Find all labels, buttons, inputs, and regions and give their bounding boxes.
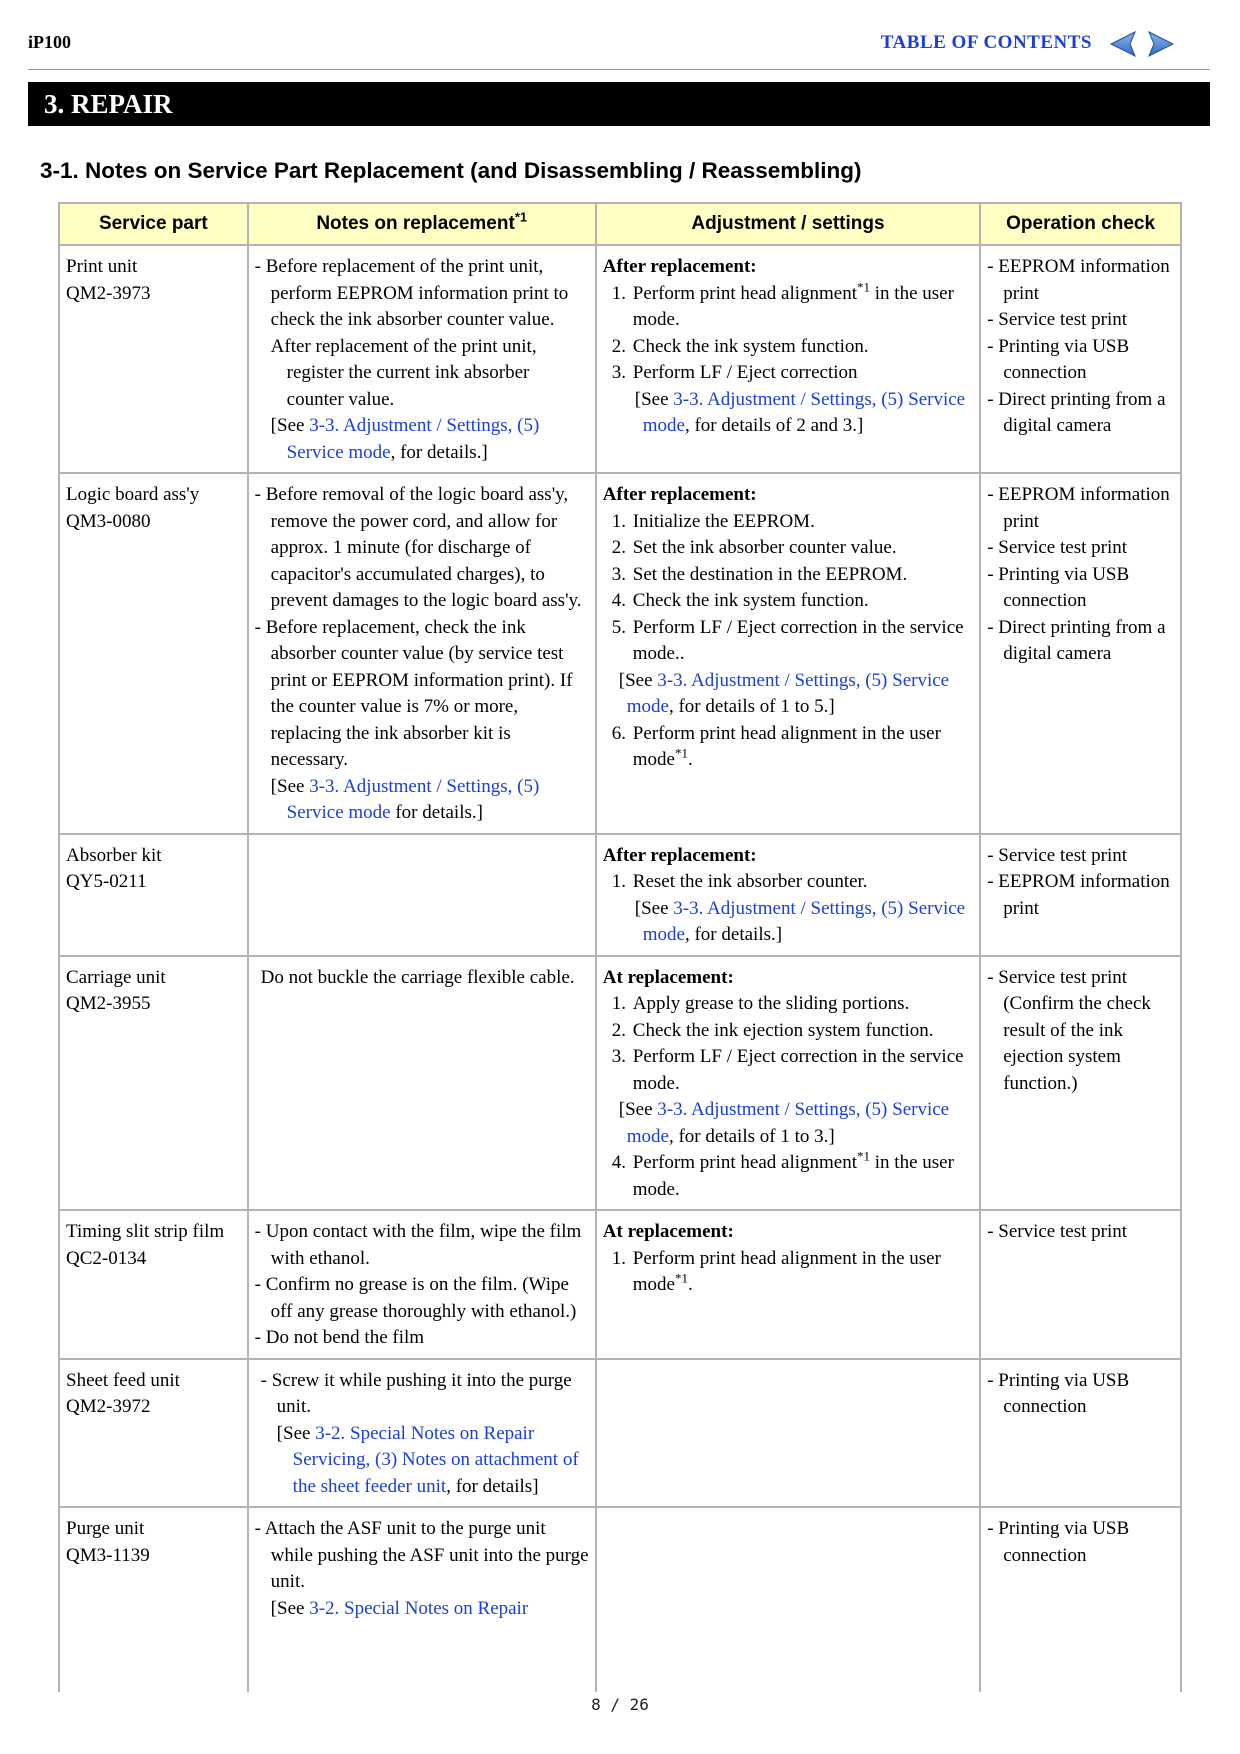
col-header-operation-check: Operation check xyxy=(981,204,1180,244)
special-notes-link[interactable]: 3-2. Special Notes on Repair xyxy=(309,1597,529,1619)
note-text: Do not buckle the carriage flexible cable. xyxy=(260,966,575,988)
step-item: 1. Reset the ink absorber counter. [See 3-3. Adjustment / Settings, (5) Service mode, for details.] xyxy=(631,869,973,949)
check-item: - EEPROM information print xyxy=(987,871,1170,919)
operation-check-cell xyxy=(981,1508,1180,1692)
check-item: - Printing via USB connection xyxy=(987,335,1130,383)
note-continuation: After replacement of the print unit, register the current ink absorber counter value. xyxy=(270,335,537,410)
table-header-row xyxy=(60,204,1180,244)
operation-check-cell xyxy=(981,957,1180,1210)
note-item: - Before replacement of the print unit, perform EEPROM information print to check the ink absorber counter value. After replacement of the print unit, register the current ink absorber counter value. [See 3-3. Adjustment / Settings, (5) Service mode, for details.] xyxy=(255,254,589,466)
note-item: - Do not bend the film xyxy=(254,1327,425,1348)
step-item: 3. Perform LF / Eject correction in the service mode. xyxy=(631,1044,973,1097)
page-header xyxy=(28,28,1210,68)
step-item: 1. Apply grease to the sliding portions. xyxy=(631,991,973,1018)
note-item: - Confirm no grease is on the film. (Wipe off any grease thoroughly with ethanol.) xyxy=(254,1274,577,1322)
check-item: - EEPROM information print xyxy=(987,256,1170,304)
step-item: 3. Set the destination in the EEPROM. xyxy=(631,562,973,589)
part-name: Timing slit strip film xyxy=(66,1221,225,1242)
step-item: 6. Perform print head alignment in the user mode$^{*1}$. xyxy=(631,721,973,774)
phase-label: At replacement: xyxy=(602,1221,734,1242)
service-part-cell xyxy=(60,1211,247,1358)
footnote-mark: *1 xyxy=(514,209,528,225)
col-header-service-part: Service part xyxy=(60,204,247,244)
notes-cell xyxy=(249,1508,595,1692)
model-name: iP100 xyxy=(28,32,71,52)
step-item: 2. Check the ink ejection system function. xyxy=(631,1018,973,1045)
part-code: QC2-0134 xyxy=(66,1247,147,1269)
service-mode-link[interactable]: 3-3. Adjustment / Settings, (5) Service mode xyxy=(286,775,540,823)
step-item: 1. Perform print head alignment in the user mode$^{*1}$. xyxy=(631,1246,973,1299)
step-item: 5. Perform LF / Eject correction in the service mode.. xyxy=(631,615,973,668)
phase-label: After replacement: xyxy=(602,484,757,505)
part-name: Carriage unit xyxy=(66,966,166,988)
check-item: - Printing via USB connection xyxy=(987,563,1130,611)
see-reference: [See 3-3. Adjustment / Settings, (5) Service mode, for details of 1 to 3.] xyxy=(618,1099,950,1147)
step-item: 2. Check the ink system function. xyxy=(631,334,973,361)
service-mode-link[interactable]: 3-3. Adjustment / Settings, (5) Service mode xyxy=(642,388,966,436)
table-row xyxy=(60,1360,1180,1507)
step-item: 2. Set the ink absorber counter value. xyxy=(631,535,973,562)
check-item: - Service test print xyxy=(987,844,1128,866)
step-item: 1. Perform print head alignment$^{*1}$ in the user mode. xyxy=(631,281,973,334)
service-part-cell xyxy=(60,1360,247,1507)
adjustment-cell xyxy=(597,957,979,1210)
notes-cell xyxy=(249,957,595,1210)
adjustment-cell xyxy=(597,835,979,955)
check-item: - Direct printing from a digital camera xyxy=(987,388,1166,436)
step-item: 1. Initialize the EEPROM. xyxy=(631,509,973,536)
notes-cell xyxy=(249,1211,595,1358)
note-item: - Before removal of the logic board ass'y, remove the power cord, and allow for approx. 1 minute (for discharge of capacitor's accumulated charges), to prevent damages to the logic board ass'y. xyxy=(254,484,582,611)
notes-cell xyxy=(249,246,595,472)
col-header-notes-label: Notes on replacement xyxy=(316,212,515,234)
part-code: QY5-0211 xyxy=(66,871,147,892)
operation-check-cell xyxy=(981,474,1180,833)
check-item: - Printing via USB connection xyxy=(987,1518,1130,1566)
table-row xyxy=(60,1508,1180,1692)
service-part-cell xyxy=(60,474,247,833)
service-parts-table-wrapper xyxy=(58,202,1182,1692)
header-divider xyxy=(28,69,1210,70)
see-reference: [See 3-2. Special Notes on Repair Servicing, (3) Notes on attachment of the sheet feeder unit, for details] xyxy=(276,1422,579,1497)
step-item: 3. Perform LF / Eject correction [See 3-3. Adjustment / Settings, (5) Service mode, for details of 2 and 3.] xyxy=(631,360,973,440)
page-number: 8 / 26 xyxy=(591,1695,649,1714)
part-name: Sheet feed unit xyxy=(66,1369,180,1391)
part-code: QM2-3973 xyxy=(66,282,151,304)
next-page-icon[interactable] xyxy=(1146,30,1176,58)
check-item: - Printing via USB connection xyxy=(987,1369,1130,1417)
part-name: Purge unit xyxy=(66,1518,145,1539)
step-item: 4. Perform print head alignment$^{*1}$ in the user mode. xyxy=(631,1150,973,1203)
col-header-notes xyxy=(249,204,595,244)
table-row xyxy=(60,474,1180,833)
service-part-cell xyxy=(60,1508,247,1692)
part-code: QM2-3955 xyxy=(66,993,151,1014)
phase-label: After replacement: xyxy=(602,256,757,277)
prev-page-icon[interactable] xyxy=(1108,30,1138,58)
adjustment-cell xyxy=(597,246,979,472)
note-item: - Screw it while pushing it into the purge unit. [See 3-2. Special Notes on Repair Servicing, (3) Notes on attachment of the sheet feeder unit, for details] xyxy=(261,1368,589,1501)
note-item: - Before replacement, check the ink absorber counter value (by service test print or EEPROM information print). If the counter value is 7% or more, replacing the ink absorber kit is necessary. [See 3-3. Adjustment / Settings, (5) Service mode for details.] xyxy=(255,615,589,827)
see-reference: [See 3-3. Adjustment / Settings, (5) Service mode, for details of 1 to 5.] xyxy=(618,669,950,717)
operation-check-cell xyxy=(981,1360,1180,1507)
part-code: QM3-1139 xyxy=(66,1544,150,1566)
table-row xyxy=(60,957,1180,1210)
check-item: - Service test print xyxy=(987,1221,1128,1242)
table-row xyxy=(60,1211,1180,1358)
section-title: 3-1. Notes on Service Part Replacement (and Disassembling / Reassembling) xyxy=(40,158,862,183)
notes-cell xyxy=(249,1360,595,1507)
chapter-banner: 3. REPAIR xyxy=(28,82,1210,126)
see-reference: [See 3-2. Special Notes on Repair xyxy=(270,1597,529,1619)
see-reference: [See 3-3. Adjustment / Settings, (5) Service mode for details.] xyxy=(270,775,540,823)
col-header-adjustment: Adjustment / settings xyxy=(597,204,979,244)
notes-cell xyxy=(249,835,595,955)
see-reference: [See 3-3. Adjustment / Settings, (5) Service mode, for details.] xyxy=(270,415,540,463)
adjustment-cell xyxy=(597,474,979,833)
adjustment-cell xyxy=(597,1360,979,1507)
table-of-contents-link[interactable]: TABLE OF CONTENTS xyxy=(880,32,1092,53)
part-name: Print unit xyxy=(66,256,138,277)
service-mode-link[interactable]: 3-3. Adjustment / Settings, (5) Service mode xyxy=(642,897,966,945)
note-item: - Upon contact with the film, wipe the film with ethanol. xyxy=(254,1221,582,1269)
step-item: 4. Check the ink system function. xyxy=(631,588,973,615)
notes-cell xyxy=(249,474,595,833)
operation-check-cell xyxy=(981,246,1180,472)
check-item: - Direct printing from a digital camera xyxy=(987,616,1166,664)
adjustment-cell xyxy=(597,1211,979,1358)
adjustment-cell xyxy=(597,1508,979,1692)
part-code: QM3-0080 xyxy=(66,510,151,532)
special-notes-link[interactable]: 3-2. Special Notes on Repair Servicing, (3) Notes on attachment of the sheet feeder unit xyxy=(292,1422,579,1497)
service-part-cell xyxy=(60,957,247,1210)
service-part-cell xyxy=(60,835,247,955)
part-name: Absorber kit xyxy=(66,844,162,866)
check-item: - Service test print (Confirm the check result of the ink ejection system function.) xyxy=(987,966,1151,1094)
service-mode-link[interactable]: 3-3. Adjustment / Settings, (5) Service mode xyxy=(626,1099,950,1147)
check-item: - EEPROM information print xyxy=(987,484,1170,532)
operation-check-cell xyxy=(981,1211,1180,1358)
check-item: - Service test print xyxy=(987,537,1128,558)
check-item: - Service test print xyxy=(987,309,1128,330)
service-part-cell xyxy=(60,246,247,472)
phase-label: At replacement: xyxy=(602,966,734,988)
see-reference: [See 3-3. Adjustment / Settings, (5) Service mode, for details of 2 and 3.] xyxy=(634,388,966,436)
service-parts-table xyxy=(58,202,1182,1692)
service-mode-link[interactable]: 3-3. Adjustment / Settings, (5) Service mode xyxy=(626,669,950,717)
part-name: Logic board ass'y xyxy=(66,484,200,505)
see-reference: [See 3-3. Adjustment / Settings, (5) Service mode, for details.] xyxy=(634,897,966,945)
phase-label: After replacement: xyxy=(602,844,757,866)
note-item: - Attach the ASF unit to the purge unit while pushing the ASF unit into the purge unit. [See 3-2. Special Notes on Repair xyxy=(255,1516,589,1622)
part-code: QM2-3972 xyxy=(66,1396,151,1417)
service-mode-link[interactable]: 3-3. Adjustment / Settings, (5) Service mode xyxy=(286,415,540,463)
table-row xyxy=(60,835,1180,955)
table-row xyxy=(60,246,1180,472)
operation-check-cell xyxy=(981,835,1180,955)
